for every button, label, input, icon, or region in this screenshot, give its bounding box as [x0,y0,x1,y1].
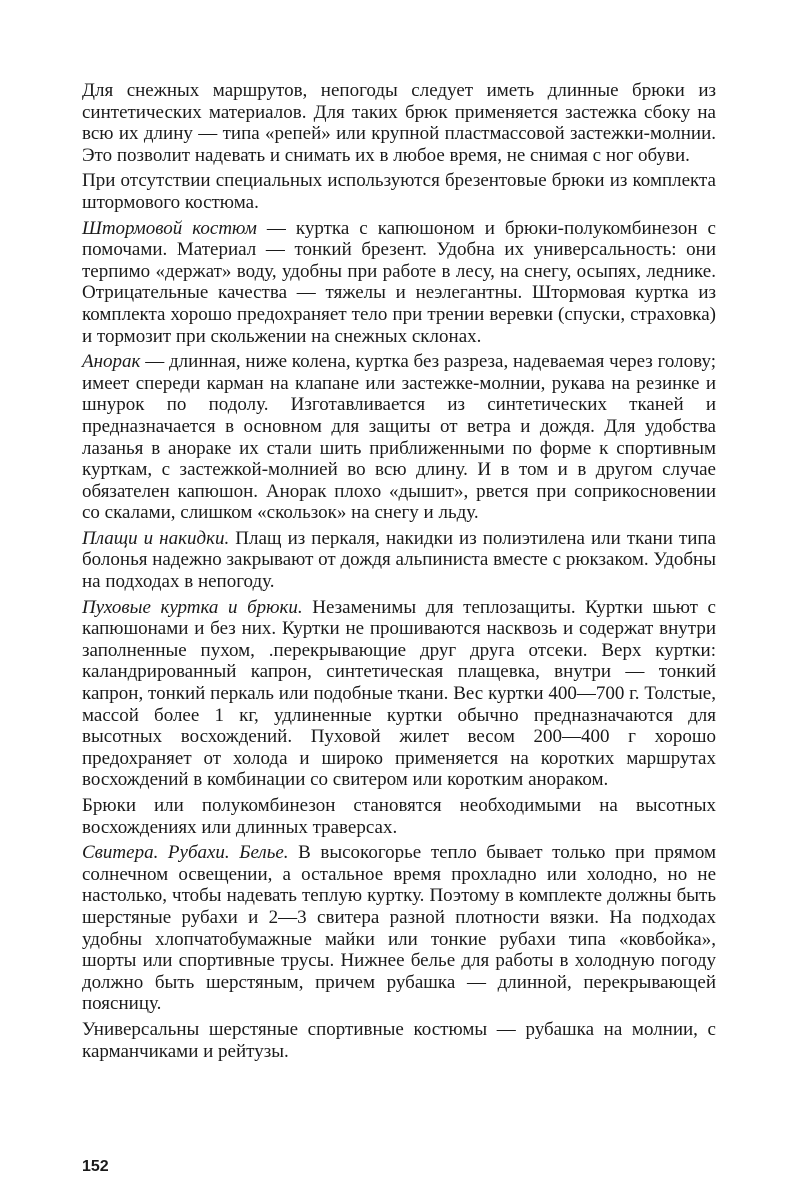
paragraph-2 [82,170,716,213]
paragraph-1 [82,80,716,166]
paragraph-4-text: — длинная, ниже колена, куртка без разреза, надеваемая через голову; имеет спереди карман на клапане или застежке-молнии, рукава на резинке и шнурок по подолу. Изготавливается из синтетических тканей и предназначается в основном для защиты от ветра и дождя. Для удобства лазанья в анораке их стали шить приближенными по форме к спортивным курткам, с застежкой-молнией во всю длину. И в том и в другом случае обязателен капюшон. Анорак плохо «дышит», рвется при соприкосновении со скалами, слишком «скользок» на снегу и льду. [82,351,716,524]
paragraph-2-text: При отсутствии специальных используются брезентовые брюки из комплекта штормового костюма. [82,170,716,213]
paragraph-4 [82,351,716,524]
paragraph-8-text: В высокогорье тепло бывает только при прямом солнечном освещении, а остальное время прохладно или холодно, но не настолько, чтобы надевать теплую куртку. Поэтому в комплекте должны быть шерстяные рубахи и 2—3 свитера разной плотности вязки. На подходах удобны хлопчатобумажные майки или тонкие рубахи типа «ковбойка», шорты или спортивные трусы. Нижнее белье для работы в холодную погоду должно быть шерстяным, причем рубашка — длинной, перекрывающей поясницу. [82,842,716,1015]
paragraph-7 [82,795,716,838]
paragraph-5-lead: Плащи и накидки. [82,527,230,549]
paragraph-6 [82,597,716,791]
paragraph-5-text: Плащ из перкаля, накидки из полиэтилена или ткани типа болонья надежно закрывают от дождя альпиниста вместе с рюкзаком. Удобны на подходах в непогоду. [82,527,716,593]
paragraph-6-lead: Пуховые куртка и брюки. [82,596,303,618]
paragraph-8 [82,842,716,1015]
page-body [82,80,716,1066]
paragraph-5 [82,528,716,593]
page-number: 152 [82,1158,109,1175]
paragraph-3 [82,218,716,348]
paragraph-3-lead: Штормовой костюм [82,217,257,239]
paragraph-6-text: Незаменимы для теплозащиты. Куртки шьют с капюшонами и без них. Куртки не прошиваются насквозь и содержат внутри заполненные пухом, .перекрывающие друг друга отсеки. Верх куртки: каландрированный капрон, синтетическая плащевка, внутри — тонкий капрон, тонкий перкаль или подобные ткани. Вес куртки 400—700 г. Толстые, массой более 1 кг, удлиненные куртки обычно предназначаются для высотных восхождений. Пуховой жилет весом 200—400 г хорошо предохраняет от холода и широко применяется на коротких маршрутах восхождений в комбинации со свитером или коротким анораком. [82,596,716,791]
paragraph-9-text: Универсальны шерстяные спортивные костюмы — рубашка на молнии, с карманчиками и рейтузы. [82,1018,716,1062]
paragraph-7-text: Брюки или полукомбинезон становятся необходимыми на высотных восхождениях или длинных траверсах. [82,795,716,838]
paragraph-3-text: — куртка с капюшоном и брюки-полукомбинезон с помочами. Материал — тонкий брезент. Удобна их универсальность: они терпимо «держат» воду, удобны при работе в лесу, на снегу, осыпях, леднике. Отрицательные качества — тяжелы и неэлегантны. Штормовая куртка из комплекта хорошо предохраняет тело при трении веревки (спуски, страховка) и тормозит при скольжении на снежных склонах. [82,217,716,347]
paragraph-1-text: Для снежных маршрутов, непогоды следует иметь длинные брюки из синтетических материалов. Для таких брюк применяется застежка сбоку на всю их длину — типа «репей» или крупной пластмассовой застежки-молнии. Это позволит надевать и снимать их в любое время, не снимая с ног обуви. [82,80,716,166]
paragraph-4-lead: Анорак [82,351,141,373]
paragraph-8-lead: Свитера. Рубахи. Белье. [82,842,289,864]
paragraph-9 [82,1019,716,1062]
